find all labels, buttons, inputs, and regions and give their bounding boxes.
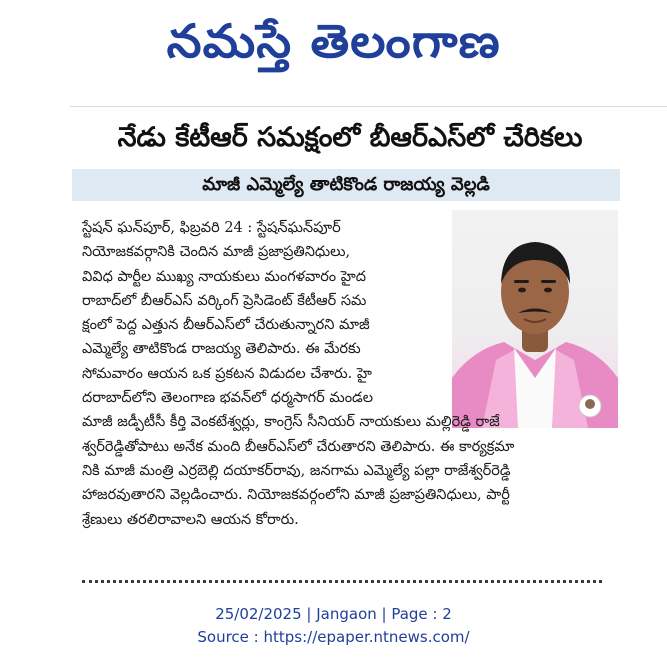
body-line: హాజరవుతారని వెల్లడించారు. నియోజకవర్గంలోని మాజీ ప్రజాప్రతినిధులు, పార్టీ [82, 487, 510, 504]
body-line: ఎమ్మెల్యే తాటికొండ రాజయ్య తెలిపారు. ఈ మేరకు [82, 341, 361, 358]
body-line: క్షంలో పెద్ద ఎత్తున బీఆర్ఎస్‌లో చేరుతున్నారని మాజీ [82, 317, 370, 334]
body-line: వివిధ పార్టీల ముఖ్య నాయకులు మంగళవారం హైద [82, 268, 366, 285]
body-line: నియోజకవర్గానికి చెందిన మాజీ ప్రజాప్రతినిధులు, [82, 244, 351, 261]
body-line: రాబాద్‌లో బీఆర్ఎస్ వర్కింగ్ ప్రెసిడెంట్ కేటీఆర్ సమ [82, 292, 367, 309]
body-line: మాజీ జడ్పీటీసీ కీర్తి వెంకటేశ్వర్లు, కాంగ్రెస్ సీనియర్ నాయకులు మల్లిరెడ్డి రాజే [82, 414, 500, 431]
masthead-divider [70, 106, 667, 107]
article-body [82, 216, 622, 532]
body-line: నికి మాజీ మంత్రి ఎర్రబెల్లి దయాకర్‌రావు, జనగామ ఎమ్మెల్యే పల్లా రాజేశ్వర్‌రెడ్డి [82, 462, 511, 479]
masthead [0, 6, 667, 76]
body-line: దరాబాద్‌లోని తెలంగాణ భవన్‌లో ధర్మసాగర్ మండల [82, 390, 374, 407]
clipped-next-line [82, 578, 622, 586]
body-line: శ్రేణులు తరలిరావాలని ఆయన కోరారు. [82, 511, 299, 528]
article-subheadline: మాజీ ఎమ్మెల్యే తాటికొండ రాజయ్య వెల్లడి [202, 174, 490, 195]
body-line: స్టేషన్ ఘన్‌పూర్, ఫిబ్రవరి 24 : స్టేషన్‌ఘన్‌పూర్ [82, 220, 341, 236]
source-link[interactable]: Source : https://epaper.ntnews.com/ [197, 628, 470, 646]
edition-info: 25/02/2025 | Jangaon | Page : 2 [215, 605, 452, 623]
newspaper-logo: నమస్తే తెలంగాణ [166, 14, 501, 68]
body-line: శ్వర్‌రెడ్డితోపాటు అనేక మంది బీఆర్ఎస్‌లో చేరుతారని తెలిపారు. ఈ కార్యక్రమా [82, 438, 515, 455]
article-headline: నేడు కేటీఆర్ సమక్షంలో బీఆర్ఎస్‌లో చేరికలు [117, 122, 583, 153]
body-line: సోమవారం ఆయన ఒక ప్రకటన విడుదల చేశారు. హై [82, 365, 372, 382]
